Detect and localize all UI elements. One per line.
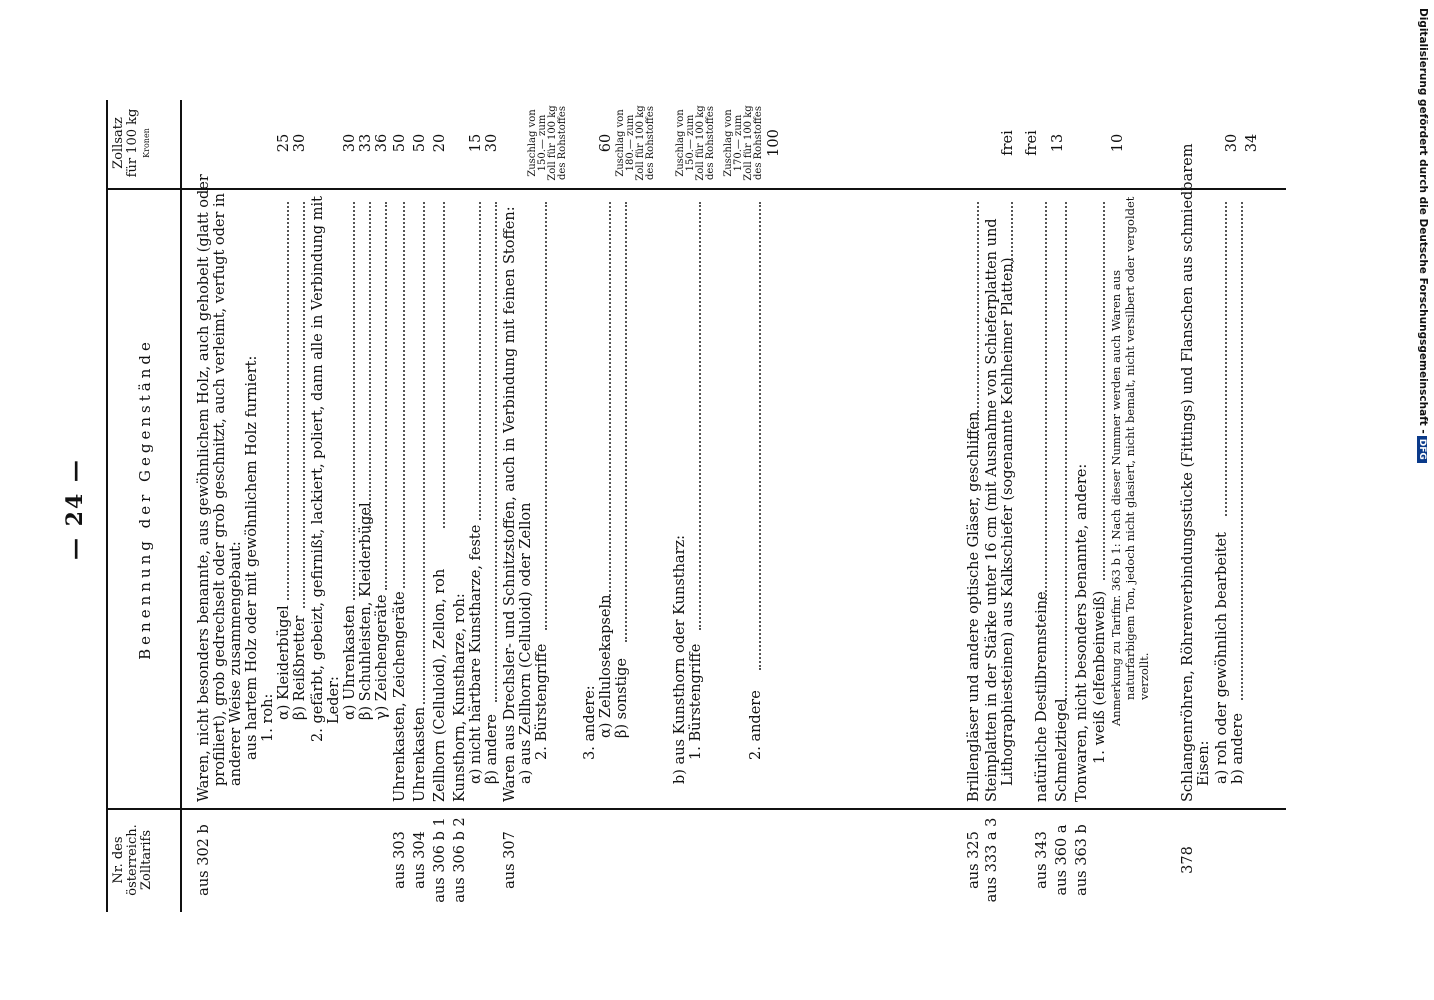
item-text: β) sonstige: [614, 658, 630, 738]
dot-leader: [385, 202, 387, 590]
tariff-number: aus 363 b: [1074, 824, 1090, 896]
item-text: Leder:: [326, 676, 342, 724]
duty-value: 34: [1244, 133, 1260, 153]
duty-value: 25: [276, 133, 292, 153]
dot-leader: [353, 202, 355, 600]
item-text: 2. gefärbt, gebeizt, gefirnißt, lackiert, poliert, dann alle in Verbindung mit: [310, 196, 326, 742]
dot-leader: [759, 202, 761, 670]
duty-value: 30: [484, 133, 500, 153]
item-text: α) nicht härtbare Kunstharze, feste: [468, 524, 484, 784]
dfg-logo: DFG: [1417, 436, 1427, 463]
dot-leader: [1225, 202, 1227, 516]
item-text: 2. Bürstengriffe: [534, 643, 550, 760]
surcharge-note: Zuschlag von 180.— zum Zoll für 100 kg des Rohstoffes: [615, 105, 656, 181]
duty-value: 30: [292, 133, 308, 153]
duty-value: 50: [392, 133, 408, 153]
header-col1: Nr. des österreich. Zolltarifs: [111, 824, 154, 896]
footnote-text: Anmerkung zu Tarifnr. 363 b 1: Nach dieser Nummer werden auch Waren aus: [1109, 269, 1123, 726]
item-text: β) Reißbretter: [292, 615, 308, 720]
tariff-number: aus 307: [502, 831, 518, 889]
dot-leader: [303, 202, 305, 608]
duty-value: 30: [1224, 133, 1240, 153]
dot-leader: [403, 202, 405, 588]
dot-leader: [1065, 202, 1067, 704]
surcharge-note: Zuschlag von 170.— zum Zoll für 100 kg des Rohstoffes: [723, 105, 764, 181]
tariff-number: aus 303: [392, 831, 408, 889]
item-text: Schmelztiegel: [1054, 698, 1070, 802]
duty-value: 30: [342, 133, 358, 153]
item-text: Eisen:: [1196, 740, 1212, 786]
table-top-rule: [106, 100, 108, 912]
duty-value: 20: [432, 133, 448, 153]
item-text: 2. andere: [748, 690, 764, 760]
item-text: b) aus Kunsthorn oder Kunstharz:: [672, 534, 688, 784]
dot-leader: [423, 202, 425, 704]
duty-value: 50: [412, 133, 428, 153]
item-text: β) Schuhleisten, Kleiderbügel: [358, 502, 374, 720]
dot-leader: [1103, 202, 1105, 580]
item-text: aus hartem Holz oder mit gewöhnlichem Holz furniert:: [244, 355, 260, 760]
item-text: Waren, nicht besonders benannte, aus gewöhnlichem Holz, auch gehobelt (glatt oder: [196, 174, 212, 802]
duty-value: 13: [1050, 133, 1066, 153]
duty-value: 60: [598, 133, 614, 153]
item-text: 1. roh:: [260, 693, 276, 742]
tariff-number: aus 306 b 1: [432, 817, 448, 903]
duty-value: 15: [468, 133, 484, 153]
item-text: a) aus Zellhorn (Celluloid) oder Zellon: [518, 502, 534, 784]
tariff-number: aus 302 b: [196, 824, 212, 896]
item-text: 3. andere:: [582, 685, 598, 760]
duty-value: 33: [358, 133, 374, 153]
item-text: Waren aus Drechsler- und Schnitzstoffen, auch in Verbindung mit feinen Stoffen:: [502, 206, 518, 802]
item-text: b) andere: [1230, 713, 1246, 784]
dot-leader: [1241, 202, 1243, 700]
dot-leader: [699, 202, 701, 630]
item-text: Tonwaren, nicht besonders benannte, andere:: [1074, 463, 1090, 802]
item-text: Schlangenröhren, Röhrenverbindungsstücke (Fittings) und Flanschen aus schmiedbarem: [1180, 143, 1196, 802]
dot-leader: [479, 202, 481, 520]
duty-value: 100: [766, 129, 782, 157]
header-bottom-rule: [180, 100, 182, 912]
surcharge-note: Zuschlag von 150.— zum Zoll für 100 kg des Rohstoffes: [675, 105, 716, 181]
credit-text: Digitalisierung gefördert durch die Deutsche Forschungsgemeinschaft -: [1417, 8, 1429, 434]
dot-leader: [625, 202, 627, 642]
item-text: α) Zellulosekapseln: [598, 594, 614, 738]
tariff-number: aus 325: [966, 831, 982, 889]
item-text: Kunsthorn, Kunstharze, roh:: [452, 593, 468, 802]
footnote-text: naturfarbigem Ton, jedoch nicht glasiert, nicht bemalt, nicht versilbert oder vergoldet: [1123, 196, 1137, 700]
dot-leader: [545, 202, 547, 630]
item-text: Steinplatten in der Stärke unter 16 cm (mit Ausnahme von Schieferplatten und: [984, 218, 1000, 802]
dot-leader: [1011, 202, 1013, 272]
digitization-credit: [1412, 0, 1432, 1000]
item-text: Uhrenkasten: [412, 706, 428, 802]
item-text: γ) Zeichengeräte: [374, 594, 390, 720]
col1-divider: [106, 809, 1286, 811]
item-text: 1. weiß (elfenbeinweiß): [1092, 590, 1108, 764]
dot-leader: [495, 202, 497, 702]
item-text: Brillengläser und andere optische Gläser, geschliffen: [966, 411, 982, 802]
duty-value: 36: [374, 133, 390, 153]
tariff-number: aus 333 a 3: [984, 817, 1000, 903]
tariff-number: 378: [1180, 846, 1196, 874]
item-text: natürliche Destilbrennsteine: [1034, 591, 1050, 802]
tariff-number: aus 360 a: [1054, 824, 1070, 896]
tariff-number: aus 343: [1034, 831, 1050, 889]
tariff-number: aus 304: [412, 831, 428, 889]
duty-value: frei: [1024, 130, 1040, 156]
item-text: a) roh oder gewöhnlich bearbeitet: [1214, 532, 1230, 784]
item-text: α) Uhrenkasten: [342, 604, 358, 720]
dot-leader: [977, 202, 979, 440]
surcharge-note: Zuschlag von 150.— zum Zoll für 100 kg des Rohstoffes: [527, 105, 568, 181]
item-text: profiliert), grob gedrechselt oder grob geschnitzt, auch verleimt, verfugt oder in: [212, 192, 228, 786]
col2-divider: [106, 189, 1286, 191]
dot-leader: [1045, 202, 1047, 604]
item-text: Uhrenkasten, Zeichengeräte: [392, 591, 408, 802]
item-text: 1. Bürstengriffe: [688, 643, 704, 760]
item-text: Lithographiesteinen) aus Kalkschiefer (sogenannte Kehlheimer Platten): [1000, 257, 1016, 786]
duty-value: frei: [1000, 130, 1016, 156]
item-text: Zellhorn (Celluloid), Zellon, roh: [432, 568, 448, 802]
page-number: — 24 —: [62, 458, 88, 560]
dot-leader: [369, 202, 371, 532]
dot-leader: [287, 202, 289, 600]
item-text: β) andere: [484, 713, 500, 784]
tariff-number: aus 306 b 2: [452, 817, 468, 903]
header-col2: Benennung der Gegenstände: [136, 338, 154, 660]
item-text: α) Kleiderbügel: [276, 605, 292, 720]
header-col3: Zollsatz für 100 kg Kronen: [111, 108, 151, 178]
item-text: anderer Weise zusammengebaut:: [228, 541, 244, 786]
footnote-text: verzollt.: [1137, 652, 1151, 700]
dot-leader: [443, 202, 445, 528]
duty-value: 10: [1110, 133, 1126, 153]
dot-leader: [609, 202, 611, 608]
